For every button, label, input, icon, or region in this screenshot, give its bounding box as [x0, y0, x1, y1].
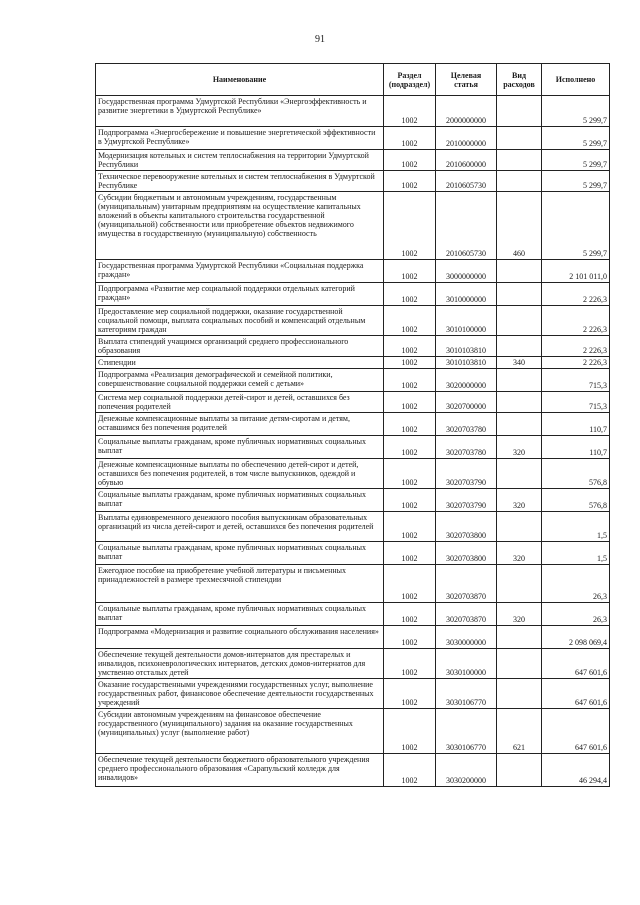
cell-name: Социальные выплаты гражданам, кроме публичных нормативных социальных выплат: [96, 436, 384, 459]
cell-expense-type: 320: [497, 603, 542, 626]
cell-executed: 1,5: [542, 512, 610, 542]
cell-expense-type: [497, 96, 542, 127]
cell-name: Субсидии бюджетным и автономным учреждениям, государственным (муниципальным) унитарным предприятиям на осуществление капитальных вложений в объекты капитального строительства государственной (муниципальной) собственности или приобретение объектов недвижимого имущества в государственную (муниципальную) собственность: [96, 192, 384, 260]
cell-article: 3020703790: [436, 489, 497, 512]
cell-section: 1002: [384, 306, 436, 336]
table-body: [96, 96, 610, 787]
cell-executed: 46 294,4: [542, 754, 610, 787]
cell-executed: 2 226,3: [542, 357, 610, 369]
cell-section: 1002: [384, 96, 436, 127]
table-row: [96, 283, 610, 306]
cell-article: 3020700000: [436, 392, 497, 413]
table-row: [96, 459, 610, 489]
table-row: [96, 436, 610, 459]
cell-section: 1002: [384, 357, 436, 369]
cell-name: Оказание государственными учреждениями государственных услуг, выполнение государственных работ, финансовое обеспечение деятельности государственных учреждений: [96, 679, 384, 709]
cell-expense-type: [497, 565, 542, 603]
cell-executed: 647 601,6: [542, 709, 610, 754]
cell-expense-type: [497, 260, 542, 283]
cell-article: 3020703790: [436, 459, 497, 489]
cell-expense-type: [497, 306, 542, 336]
cell-executed: 5 299,7: [542, 127, 610, 150]
table-header-row: [96, 64, 610, 96]
cell-expense-type: 320: [497, 436, 542, 459]
cell-section: 1002: [384, 459, 436, 489]
header-article: Целевая статья: [436, 64, 497, 96]
table-row: [96, 512, 610, 542]
cell-section: 1002: [384, 489, 436, 512]
table-row: [96, 192, 610, 260]
table-row: [96, 489, 610, 512]
cell-expense-type: [497, 679, 542, 709]
cell-section: 1002: [384, 754, 436, 787]
cell-name: Социальные выплаты гражданам, кроме публичных нормативных социальных выплат: [96, 489, 384, 512]
cell-name: Социальные выплаты гражданам, кроме публичных нормативных социальных выплат: [96, 603, 384, 626]
cell-expense-type: [497, 649, 542, 679]
cell-article: 2000000000: [436, 96, 497, 127]
header-name: Наименование: [96, 64, 384, 96]
cell-section: 1002: [384, 565, 436, 603]
cell-name: Социальные выплаты гражданам, кроме публичных нормативных социальных выплат: [96, 542, 384, 565]
table-row: [96, 649, 610, 679]
cell-article: 3020703870: [436, 603, 497, 626]
cell-name: Денежные компенсационные выплаты по обеспечению детей-сирот и детей, оставшихся без попечения родителей, в том числе выпускников, одеждой и обувью: [96, 459, 384, 489]
table-row: [96, 626, 610, 649]
cell-article: 3030000000: [436, 626, 497, 649]
cell-section: 1002: [384, 260, 436, 283]
table-row: [96, 603, 610, 626]
cell-article: 3030106770: [436, 709, 497, 754]
header-section: Раздел (подраздел): [384, 64, 436, 96]
cell-executed: 26,3: [542, 603, 610, 626]
cell-executed: 5 299,7: [542, 150, 610, 171]
cell-section: 1002: [384, 283, 436, 306]
cell-section: 1002: [384, 512, 436, 542]
cell-expense-type: [497, 512, 542, 542]
table-row: [96, 357, 610, 369]
cell-name: Подпрограмма «Развитие мер социальной поддержки отдельных категорий граждан»: [96, 283, 384, 306]
table-row: [96, 260, 610, 283]
cell-executed: 647 601,6: [542, 679, 610, 709]
cell-executed: 576,8: [542, 459, 610, 489]
cell-executed: 1,5: [542, 542, 610, 565]
cell-name: Подпрограмма «Модернизация и развитие социального обслуживания населения»: [96, 626, 384, 649]
cell-section: 1002: [384, 127, 436, 150]
table-row: [96, 754, 610, 787]
cell-name: Обеспечение текущей деятельности бюджетного образовательного учреждения среднего профессионального образования «Сарапульский колледж для инвалидов»: [96, 754, 384, 787]
cell-executed: 26,3: [542, 565, 610, 603]
cell-executed: 576,8: [542, 489, 610, 512]
cell-name: Выплата стипендий учащимся организаций среднего профессионального образования: [96, 336, 384, 357]
cell-section: 1002: [384, 542, 436, 565]
table-row: [96, 542, 610, 565]
cell-executed: 5 299,7: [542, 171, 610, 192]
cell-section: 1002: [384, 171, 436, 192]
cell-name: Предоставление мер социальной поддержки, оказание государственной социальной помощи, выплата социальных пособий и компенсаций отдельным категориям граждан: [96, 306, 384, 336]
cell-expense-type: [497, 283, 542, 306]
header-executed: Исполнено: [542, 64, 610, 96]
table-row: [96, 369, 610, 392]
cell-executed: 2 098 069,4: [542, 626, 610, 649]
cell-expense-type: [497, 459, 542, 489]
cell-name: Денежные компенсационные выплаты за питание детям-сиротам и детям, оставшимся без попечения родителей: [96, 413, 384, 436]
cell-name: Подпрограмма «Энергосбережение и повышение энергетической эффективности в Удмуртской Республике»: [96, 127, 384, 150]
cell-article: 2010605730: [436, 171, 497, 192]
cell-section: 1002: [384, 649, 436, 679]
cell-executed: 715,3: [542, 369, 610, 392]
table-row: [96, 565, 610, 603]
cell-article: 3010103810: [436, 357, 497, 369]
table-row: [96, 336, 610, 357]
cell-article: 3020703780: [436, 413, 497, 436]
cell-name: Модернизация котельных и систем теплоснабжения на территории Удмуртской Республики: [96, 150, 384, 171]
cell-section: 1002: [384, 679, 436, 709]
cell-name: Стипендии: [96, 357, 384, 369]
cell-article: 3020703780: [436, 436, 497, 459]
table-row: [96, 306, 610, 336]
cell-section: 1002: [384, 192, 436, 260]
cell-executed: 2 226,3: [542, 306, 610, 336]
table-row: [96, 150, 610, 171]
cell-name: Система мер социальной поддержки детей-сирот и детей, оставшихся без попечения родителей: [96, 392, 384, 413]
cell-name: Государственная программа Удмуртской Республики «Энергоэффективность и развитие энергетики в Удмуртской Республике»: [96, 96, 384, 127]
cell-executed: 715,3: [542, 392, 610, 413]
cell-expense-type: [497, 626, 542, 649]
cell-article: 3030100000: [436, 649, 497, 679]
cell-article: 3020703800: [436, 512, 497, 542]
cell-expense-type: [497, 754, 542, 787]
page-number: 91: [315, 34, 325, 45]
cell-article: 2010600000: [436, 150, 497, 171]
cell-executed: 110,7: [542, 436, 610, 459]
cell-expense-type: 621: [497, 709, 542, 754]
table-row: [96, 679, 610, 709]
cell-section: 1002: [384, 413, 436, 436]
table-row: [96, 96, 610, 127]
cell-expense-type: [497, 127, 542, 150]
cell-executed: 110,7: [542, 413, 610, 436]
cell-expense-type: [497, 171, 542, 192]
cell-executed: 2 226,3: [542, 336, 610, 357]
cell-expense-type: 320: [497, 489, 542, 512]
table-row: [96, 392, 610, 413]
cell-name: Подпрограмма «Реализация демографической и семейной политики, совершенствование социальной поддержки семей с детьми»: [96, 369, 384, 392]
cell-section: 1002: [384, 626, 436, 649]
table-row: [96, 709, 610, 754]
cell-article: 3010100000: [436, 306, 497, 336]
cell-expense-type: [497, 336, 542, 357]
cell-section: 1002: [384, 709, 436, 754]
header-expense-type: Вид расходов: [497, 64, 542, 96]
table-row: [96, 127, 610, 150]
budget-table: [95, 63, 610, 787]
cell-article: 3030106770: [436, 679, 497, 709]
cell-section: 1002: [384, 603, 436, 626]
cell-section: 1002: [384, 369, 436, 392]
table-row: [96, 171, 610, 192]
cell-name: Ежегодное пособие на приобретение учебной литературы и письменных принадлежностей в размере трехмесячной стипендии: [96, 565, 384, 603]
cell-section: 1002: [384, 436, 436, 459]
cell-executed: 647 601,6: [542, 649, 610, 679]
cell-expense-type: [497, 369, 542, 392]
cell-article: 2010605730: [436, 192, 497, 260]
cell-article: 3020703870: [436, 565, 497, 603]
cell-section: 1002: [384, 336, 436, 357]
cell-name: Государственная программа Удмуртской Республики «Социальная поддержка граждан»: [96, 260, 384, 283]
cell-executed: 2 101 011,0: [542, 260, 610, 283]
cell-expense-type: 340: [497, 357, 542, 369]
cell-article: 3000000000: [436, 260, 497, 283]
cell-executed: 5 299,7: [542, 192, 610, 260]
cell-expense-type: [497, 150, 542, 171]
cell-executed: 2 226,3: [542, 283, 610, 306]
table-row: [96, 413, 610, 436]
cell-article: 3010103810: [436, 336, 497, 357]
cell-section: 1002: [384, 392, 436, 413]
cell-expense-type: 320: [497, 542, 542, 565]
cell-article: 3010000000: [436, 283, 497, 306]
cell-expense-type: 460: [497, 192, 542, 260]
cell-executed: 5 299,7: [542, 96, 610, 127]
cell-article: 3030200000: [436, 754, 497, 787]
cell-name: Выплаты единовременного денежного пособия выпускникам образовательных организаций из числа детей-сирот и детей, оставшихся без попечения родителей: [96, 512, 384, 542]
cell-expense-type: [497, 413, 542, 436]
cell-article: 2010000000: [436, 127, 497, 150]
cell-name: Техническое перевооружение котельных и систем теплоснабжения в Удмуртской Республике: [96, 171, 384, 192]
cell-article: 3020000000: [436, 369, 497, 392]
cell-article: 3020703800: [436, 542, 497, 565]
cell-expense-type: [497, 392, 542, 413]
cell-section: 1002: [384, 150, 436, 171]
cell-name: Субсидии автономным учреждениям на финансовое обеспечение государственного (муниципального) задания на оказание государственных (муниципальных) услуг (выполнение работ): [96, 709, 384, 754]
cell-name: Обеспечение текущей деятельности домов-интернатов для престарелых и инвалидов, психоневрологических интернатов, детских домов-интернатов для умственно отсталых детей: [96, 649, 384, 679]
